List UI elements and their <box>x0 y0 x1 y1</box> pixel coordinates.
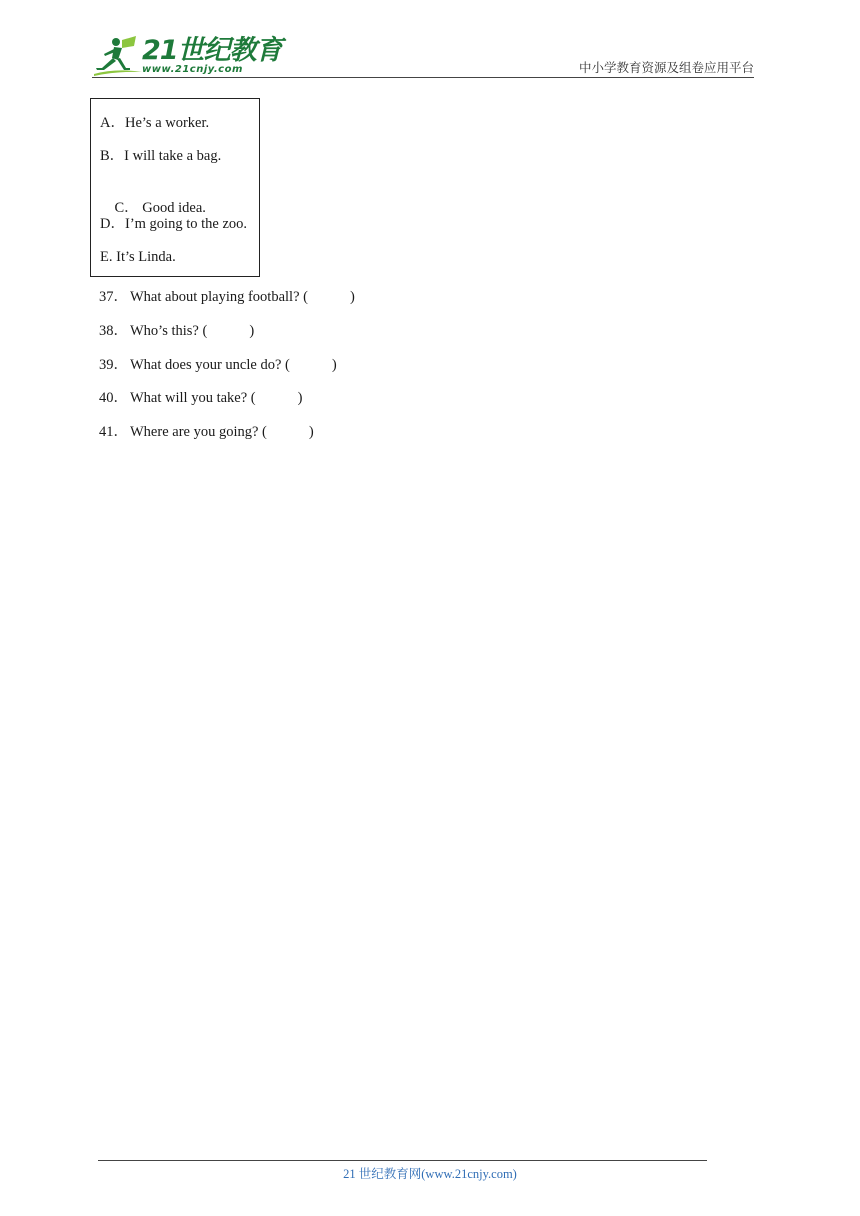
footer-divider <box>98 1160 707 1161</box>
question-text: What will you take? ( <box>130 390 256 406</box>
page-header <box>0 0 860 80</box>
answer-options-box <box>90 98 260 277</box>
running-figure-icon <box>92 34 144 78</box>
question-text: Who’s this? ( <box>130 323 208 339</box>
question-41 <box>99 423 314 441</box>
site-logo[interactable] <box>92 34 282 78</box>
logo-url: www.21cnjy.com <box>142 64 243 75</box>
question-text: What does your uncle do? ( <box>130 357 290 373</box>
footer-link[interactable]: 21 世纪教育网(www.21cnjy.com) <box>343 1167 517 1181</box>
question-number: 38． <box>99 323 128 339</box>
option-text: I will take a bag. <box>124 148 222 164</box>
question-text: What about playing football? ( <box>130 289 308 305</box>
question-number: 39． <box>99 357 128 373</box>
question-37 <box>99 288 355 306</box>
option-e <box>100 248 176 266</box>
option-b <box>100 147 221 165</box>
question-close: ) <box>331 357 337 373</box>
option-text: Good idea. <box>138 200 206 216</box>
option-label: C． <box>114 200 139 216</box>
platform-name: 中小学教育资源及组卷应用平台 <box>578 60 754 75</box>
question-close: ) <box>308 424 314 440</box>
question-40 <box>99 389 302 407</box>
option-label: D． <box>100 216 125 232</box>
question-38 <box>99 322 254 340</box>
option-text: I’m going to the zoo. <box>124 216 248 232</box>
question-close: ) <box>249 323 255 339</box>
option-label: E. <box>100 249 113 265</box>
option-a <box>100 114 209 132</box>
question-number: 40． <box>99 390 128 406</box>
question-text: Where are you going? ( <box>130 424 267 440</box>
option-text: It’s Linda. <box>116 249 176 265</box>
question-close: ) <box>297 390 303 406</box>
option-text: He’s a worker. <box>124 115 210 131</box>
option-label: A． <box>100 115 125 131</box>
logo-title: 21世纪教育 <box>142 35 282 66</box>
header-divider <box>92 77 754 78</box>
question-number: 41． <box>99 424 128 440</box>
question-39 <box>99 356 337 374</box>
option-d <box>100 215 247 233</box>
question-number: 37． <box>99 289 128 305</box>
option-label: B． <box>100 148 125 164</box>
question-close: ) <box>349 289 355 305</box>
